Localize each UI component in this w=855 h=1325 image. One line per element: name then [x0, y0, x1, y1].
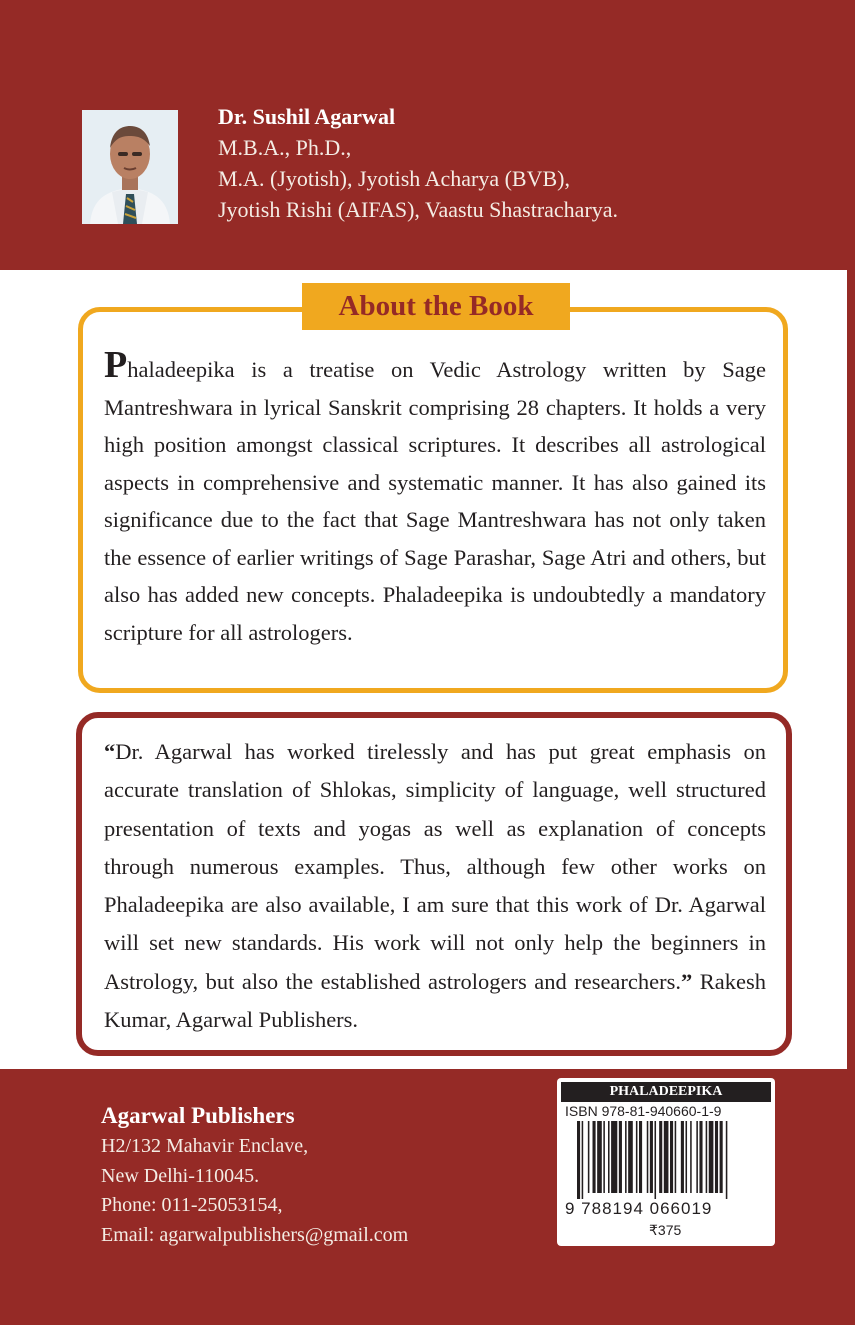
about-the-book-text — [104, 344, 766, 651]
barcode-digits: 9 788194 066019 — [565, 1199, 713, 1218]
about-the-book-heading: About the Book — [302, 283, 570, 330]
author-credential: M.B.A., Ph.D., — [218, 135, 352, 160]
publisher-info — [101, 1100, 408, 1250]
publisher-email: Email: agarwalpublishers@gmail.com — [101, 1223, 409, 1246]
testimonial-body: Dr. Agarwal has worked tirelessly and has put great emphasis on accurate translation of Shlokas, simplicity of language, well structured presentation of texts and yogas as well as explanation of concepts through numerous examples. Thus, although few other works on Phaladeepika are also available, I am sure that this work of Dr. Agarwal will set new standards. His work will not only help the beginners in Astrology, but also the established astrologers and researchers. — [104, 739, 766, 994]
close-quote-mark: ” — [681, 968, 693, 994]
publisher-address: New Delhi-110045. — [101, 1164, 260, 1187]
testimonial-text — [104, 733, 766, 1039]
publisher-phone: Phone: 011-25053154, — [101, 1194, 283, 1216]
about-body: haladeepika is a treatise on Vedic Astrology written by Sage Mantreshwara in lyrical Sanskrit comprising 28 chapters. It holds a very high position amongst classical scriptures. It describes all astrological aspects in comprehensive and systematic manner. It has also gained its significance due to the fact that Sage Mantreshwara has not only taken the essence of earlier writings of Sage Parashar, Sage Atri and others, but also has added new concepts. Phaladeepika is undoubtedly a mandatory scripture for all astrologers. — [104, 357, 766, 645]
isbn-number: ISBN 978-81-940660-1-9 — [565, 1103, 722, 1119]
author-credential: M.A. (Jyotish), Jyotish Acharya (BVB), — [218, 166, 570, 191]
drop-cap: P — [104, 344, 128, 386]
publisher-address: H2/132 Mahavir Enclave, — [101, 1135, 309, 1157]
author-name: Dr. Sushil Agarwal — [218, 104, 396, 129]
open-quote-mark: “ — [104, 739, 116, 764]
author-info — [218, 101, 618, 225]
author-photo — [82, 110, 178, 224]
barcode-icon — [577, 1121, 759, 1199]
testimonial-attribution: Rakesh Kumar, Agarwal Publishers. — [104, 968, 766, 1033]
isbn-barcode-box — [557, 1078, 775, 1246]
price: ₹375 — [649, 1222, 682, 1238]
publisher-name: Agarwal Publishers — [101, 1103, 295, 1128]
author-credential: Jyotish Rishi (AIFAS), Vaastu Shastracharya. — [218, 197, 619, 222]
right-edge-strip — [847, 270, 855, 1070]
barcode-title: PHALADEEPIKA — [561, 1082, 771, 1102]
